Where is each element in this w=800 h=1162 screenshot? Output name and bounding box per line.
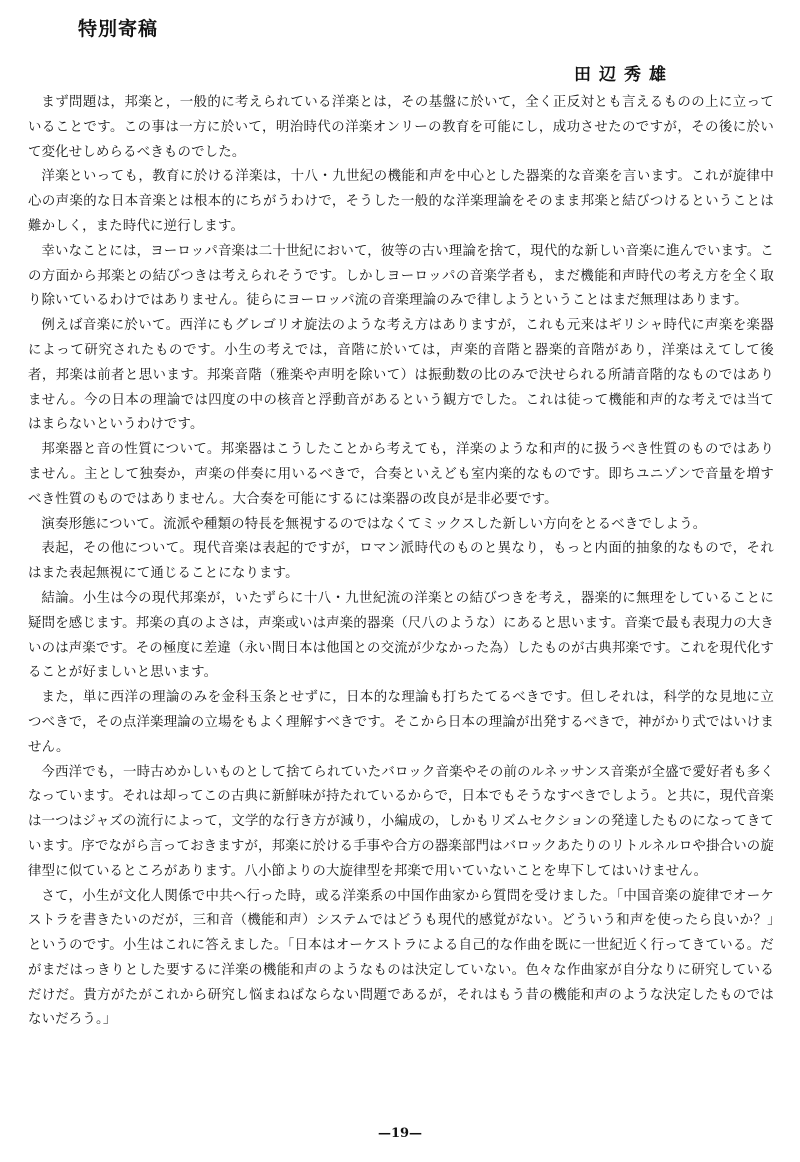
paragraph-1: まず問題は，邦楽と，一般的に考えられている洋楽とは，その基盤に於いて，全く正反対とも言えるものの上に立っていることです。この事は一方に於いて，明治時代の洋楽オンリーの教育を可能にし，成功させたのですが，その後に於いて変化せしめらるべきものでした。 (28, 95, 774, 160)
paragraph-3: 幸いなことには，ヨーロッパ音楽は二十世紀において，彼等の古い理論を捨て，現代的な新しい音楽に進んでいます。この方面から邦楽との結びつきは考えられそうです。しかしヨーロッパの音楽学者も，まだ機能和声時代の考え方を全く取り除いているわけではありません。徒らにヨーロッパ流の音楽理論のみで律しようということはまだ無理はあります。 (28, 243, 774, 309)
section-label: 特別寄稿 (78, 18, 159, 40)
paragraph-10: 今西洋でも，一時古めかしいものとして捨てられていたバロック音楽やその前のルネッサンス音楽が全盛で愛好者も多くなっています。それは却ってこの古典に新鮮味が持たれているからで，日本でもそうなすべきでしよう。と共に，現代音楽は一つはジャズの流行によって，文学的な行き方が減り，小編成の，しかもリズムセクションの発達したものになってきています。序でながら言っておきますが，邦楽に於ける手事や合方の器楽部門はバロックあたりのリトルネルロや掛合いの旋律型に似ているところがあります。八小節よりの大旋律型を邦楽で用いていないことを卑下してはいけません。 (28, 764, 774, 879)
paragraph-11: さて，小生が文化人関係で中共へ行った時，或る洋楽系の中国作曲家から質問を受けました。「中国音楽の旋律でオーケストラを書きたいのだが，三和音（機能和声）システムではどうも現代的感覚がない。どういう和声を使ったら良いか？」というのです。小生はこれに答えました。「日本はオーケストラによる自己的な作曲を既に一世紀近く行ってきている。だがまだはっきりとした要するに洋楽の機能和声のようなものは決定していない。色々な作曲家が自分なりに研究しているだけだ。貴方がたがこれから研究し悩まねばならない問題であるが，それはもう昔の機能和声のような決定したものではないだろう。」 (28, 888, 774, 1028)
paragraph-4: 例えば音楽に於いて。西洋にもグレゴリオ旋法のような考え方はありますが，これも元来はギリシャ時代に声楽を楽器によって研究されたものです。小生の考えでは，音階に於いては，声楽的音階と器楽的音階があり，洋楽はえてして後者，邦楽は前者と思います。邦楽音階（雅楽や声明を除いて）は振動数の比のみで決せられる所請音階的なものではありません。今の日本の理論では四度の中の核音と浮動音があるという観方でした。これは徒って機能和声的な考えでは当てはまらないというわけです。 (28, 318, 774, 433)
paragraph-6: 演奏形態について。流派や種類の特長を無視するのではなくてミックスした新しい方向をとるべきでしよう。 (41, 516, 707, 532)
article-body (28, 91, 774, 1033)
paragraph-2: 洋楽といっても，教育に於ける洋楽は，十八・九世紀の機能和声を中心とした器楽的な音楽を言います。これが旋律中心の声楽的な日本音楽とは根本的にちがうわけで，そうした一般的な洋楽理論をそのまま邦楽と結びつけるということは難かしく，また時代に逆行します。 (28, 169, 774, 234)
paragraph-5: 邦楽器と音の性質について。邦楽器はこうしたことから考えても，洋楽のような和声的に扱うべき性質のものではありません。主として独奏か，声楽の伴奏に用いるべきで，合奏といえども室内楽的なものです。即ちユニゾンで音量を増すべき性質のものではありません。大合奏を可能にするには楽器の改良が是非必要です。 (28, 442, 774, 507)
paragraph-9: また，単に西洋の理論のみを金科玉条とせずに，日本的な理論も打ちたてるべきです。但しそれは，科学的な見地に立つべきで，その点洋楽理論の立場をもよく理解すべきです。そこから日本の理論が出発するべきで，神がかり式ではいけません。 (28, 690, 774, 755)
author-name: 田辺秀雄 (574, 65, 674, 85)
paragraph-8: 結論。小生は今の現代邦楽が，いたずらに十八・九世紀流の洋楽との結びつきを考え，器楽的に無理をしていることに疑問を感じます。邦楽の真のよさは，声楽或いは声楽的器楽（尺八のような）にあると思います。音楽で最も表現力の大きいのは声楽です。その極度に差違（永い間日本は他国との交流が少なかった為）したものが古典邦楽です。これを現代化することが好ましいと思います。 (28, 590, 774, 681)
paragraph-7: 表起，その他について。現代音楽は表起的ですが，ロマン派時代のものと異なり，もっと内面的抽象的なもので，それはまた表起無視にて通じることになります。 (28, 541, 774, 582)
page-number: —19— (377, 1126, 423, 1141)
